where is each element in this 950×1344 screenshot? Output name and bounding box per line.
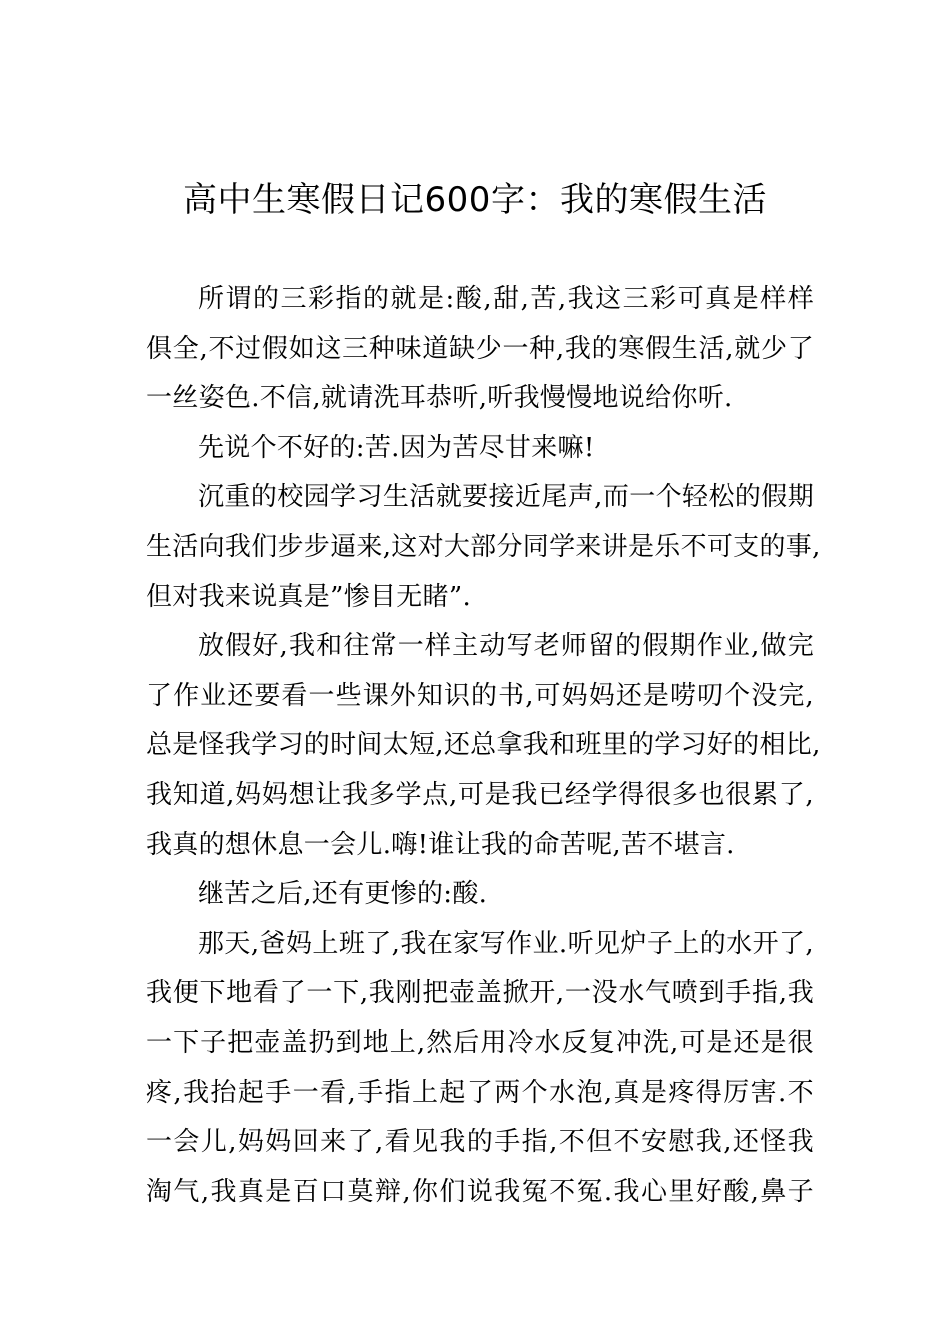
text-line: 一丝姿色.不信,就请洗耳恭听,听我慢慢地说给你听. <box>146 383 733 414</box>
text-line: 我知道,妈妈想让我多学点,可是我已经学得很多也很累了, <box>146 779 814 810</box>
text-line: 一下子把壶盖扔到地上,然后用冷水反复冲洗,可是还是很 <box>146 1027 814 1058</box>
text-line: 先说个不好的:苦.因为苦尽甘来嘛! <box>198 432 595 463</box>
text-line: 所谓的三彩指的就是:酸,甜,苦,我这三彩可真是样样 <box>198 284 814 314</box>
text-line: 生活向我们步步逼来,这对大部分同学来讲是乐不可支的事, <box>146 531 821 562</box>
text-line: 我便下地看了一下,我刚把壶盖掀开,一没水气喷到手指,我 <box>146 978 814 1009</box>
text-line: 疼,我抬起手一看,手指上起了两个水泡,真是疼得厉害.不 <box>146 1077 814 1108</box>
text-line: 了作业还要看一些课外知识的书,可妈妈还是唠叨个没完, <box>146 680 814 711</box>
text-line: 俱全,不过假如这三种味道缺少一种,我的寒假生活,就少了 <box>146 333 814 364</box>
text-line: 一会儿,妈妈回来了,看见我的手指,不但不安慰我,还怪我 <box>146 1127 814 1158</box>
text-line: 但对我来说真是”惨目无睹”. <box>146 581 472 612</box>
text-line: 我真的想休息一会儿.嗨!谁让我的命苦呢,苦不堪言. <box>146 829 735 860</box>
text-line: 淘气,我真是百口莫辩,你们说我冤不冤.我心里好酸,鼻子 <box>146 1176 814 1207</box>
document-title: 高中生寒假日记600字：我的寒假生活 <box>183 180 767 220</box>
text-line: 继苦之后,还有更惨的:酸. <box>198 879 488 910</box>
document-body <box>146 278 821 1220</box>
text-line: 沉重的校园学习生活就要接近尾声,而一个轻松的假期 <box>198 482 814 513</box>
text-line: 总是怪我学习的时间太短,还总拿我和班里的学习好的相比, <box>146 730 821 761</box>
text-line: 放假好,我和往常一样主动写老师留的假期作业,做完 <box>198 631 814 662</box>
text-line: 那天,爸妈上班了,我在家写作业.听见炉子上的水开了, <box>198 928 814 959</box>
